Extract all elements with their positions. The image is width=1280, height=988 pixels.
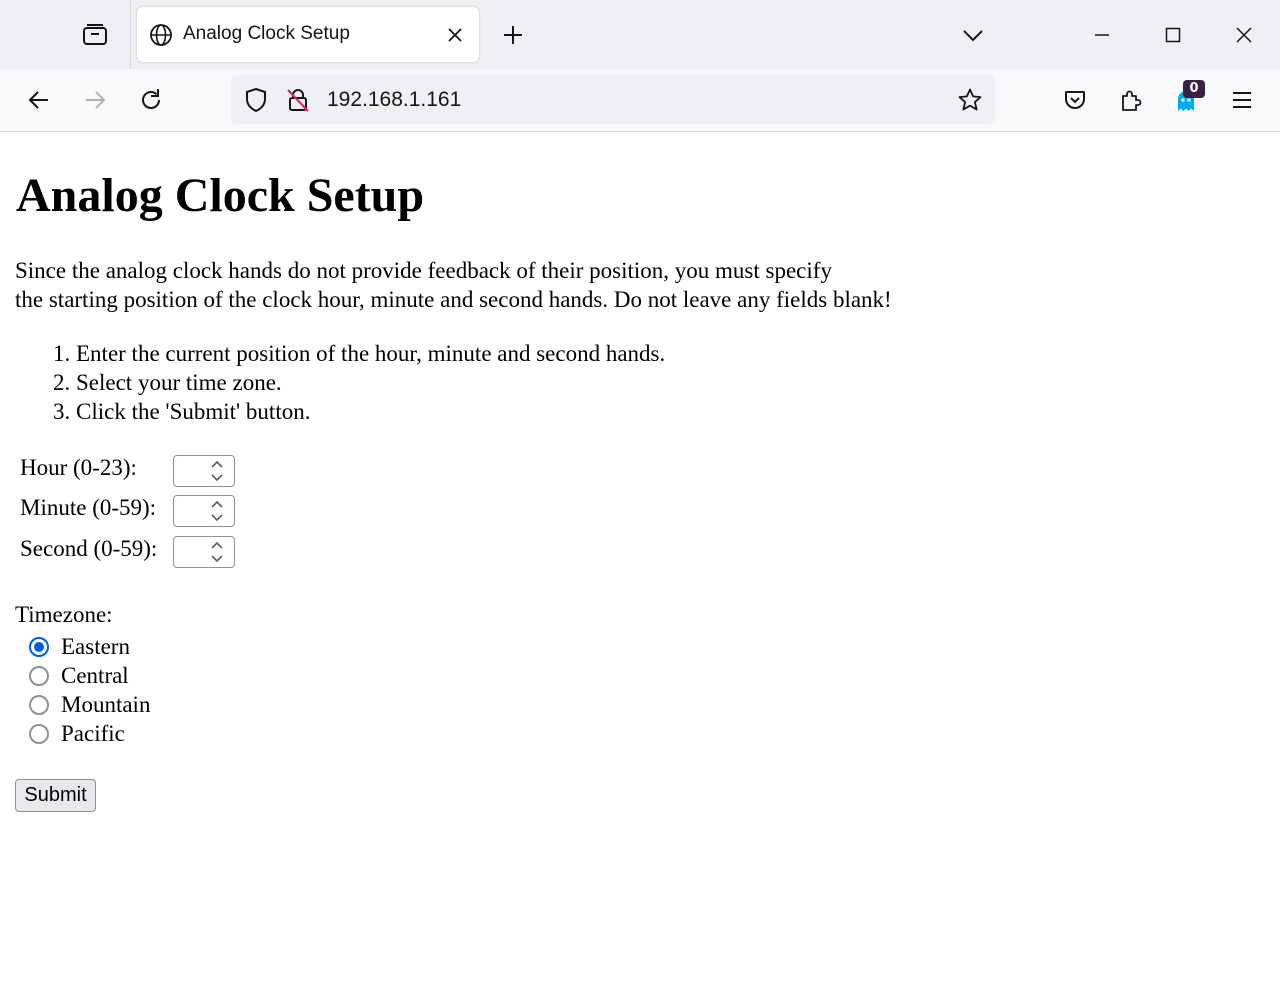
radio-label[interactable]: Mountain: [61, 692, 151, 717]
reload-icon[interactable]: [135, 84, 167, 116]
url-bar[interactable]: [231, 75, 995, 124]
hour-input[interactable]: [173, 455, 235, 487]
tab-bar: [0, 0, 1280, 69]
radio-eastern[interactable]: [29, 633, 130, 661]
spinner-arrows-icon[interactable]: [209, 539, 225, 565]
radio-label[interactable]: Central: [61, 663, 129, 688]
spinner-arrows-icon[interactable]: [209, 498, 225, 524]
second-label: Second (0-59):: [20, 536, 158, 561]
back-arrow-icon[interactable]: [23, 84, 55, 116]
timezone-label: Timezone:: [15, 602, 113, 627]
tab-analog-clock-setup[interactable]: [137, 7, 479, 62]
puzzle-icon[interactable]: [1115, 84, 1147, 116]
minute-input[interactable]: [173, 495, 235, 527]
shield-icon[interactable]: [243, 87, 269, 113]
second-input[interactable]: [173, 536, 235, 568]
intro-line-2: the starting position of the clock hour, minute and second hands. Do not leave any fields blank!: [15, 287, 892, 312]
radio-button[interactable]: [29, 637, 49, 657]
radio-mountain[interactable]: [29, 691, 150, 719]
list-item: 3. Click the 'Submit' button.: [76, 397, 665, 426]
spinner-arrows-icon[interactable]: [209, 458, 225, 484]
list-item: 2. Select your time zone.: [76, 368, 665, 397]
radio-button[interactable]: [29, 666, 49, 686]
radio-label[interactable]: Pacific: [61, 721, 125, 746]
maximize-icon[interactable]: [1156, 18, 1190, 52]
list-item: 1. Enter the current position of the hour, minute and second hands.: [76, 339, 665, 368]
star-icon[interactable]: [957, 87, 983, 113]
hour-label: Hour (0-23):: [20, 455, 137, 480]
minute-label: Minute (0-59):: [20, 495, 157, 520]
radio-label[interactable]: Eastern: [61, 634, 130, 659]
insecure-lock-icon[interactable]: [285, 87, 311, 113]
intro-paragraph: [15, 256, 892, 314]
minimize-icon[interactable]: [1085, 18, 1119, 52]
radio-button[interactable]: [29, 724, 49, 744]
close-icon[interactable]: [443, 23, 467, 47]
intro-line-1: Since the analog clock hands do not provide feedback of their position, you must specify: [15, 258, 832, 283]
pocket-icon[interactable]: [1059, 84, 1091, 116]
radio-button[interactable]: [29, 695, 49, 715]
radio-central[interactable]: [29, 662, 129, 690]
tab-separator: [130, 0, 131, 69]
page-title: Analog Clock Setup: [16, 169, 425, 222]
url-text[interactable]: 192.168.1.161: [327, 88, 462, 111]
instruction-list: [16, 339, 665, 426]
close-window-icon[interactable]: [1227, 18, 1261, 52]
submit-button[interactable]: Submit: [15, 779, 96, 812]
radio-pacific[interactable]: [29, 720, 125, 748]
tab-title: Analog Clock Setup: [183, 23, 350, 44]
ghost-badge-count: 0: [1183, 80, 1205, 98]
page-content: [0, 132, 1280, 988]
plus-icon[interactable]: [498, 21, 528, 49]
navigation-toolbar: [0, 69, 1280, 132]
hamburger-menu-icon[interactable]: [1226, 84, 1258, 116]
chevron-down-icon[interactable]: [958, 21, 988, 49]
forward-arrow-icon[interactable]: [79, 84, 111, 116]
tab-list-icon[interactable]: [72, 16, 118, 54]
globe-icon: [149, 23, 173, 47]
